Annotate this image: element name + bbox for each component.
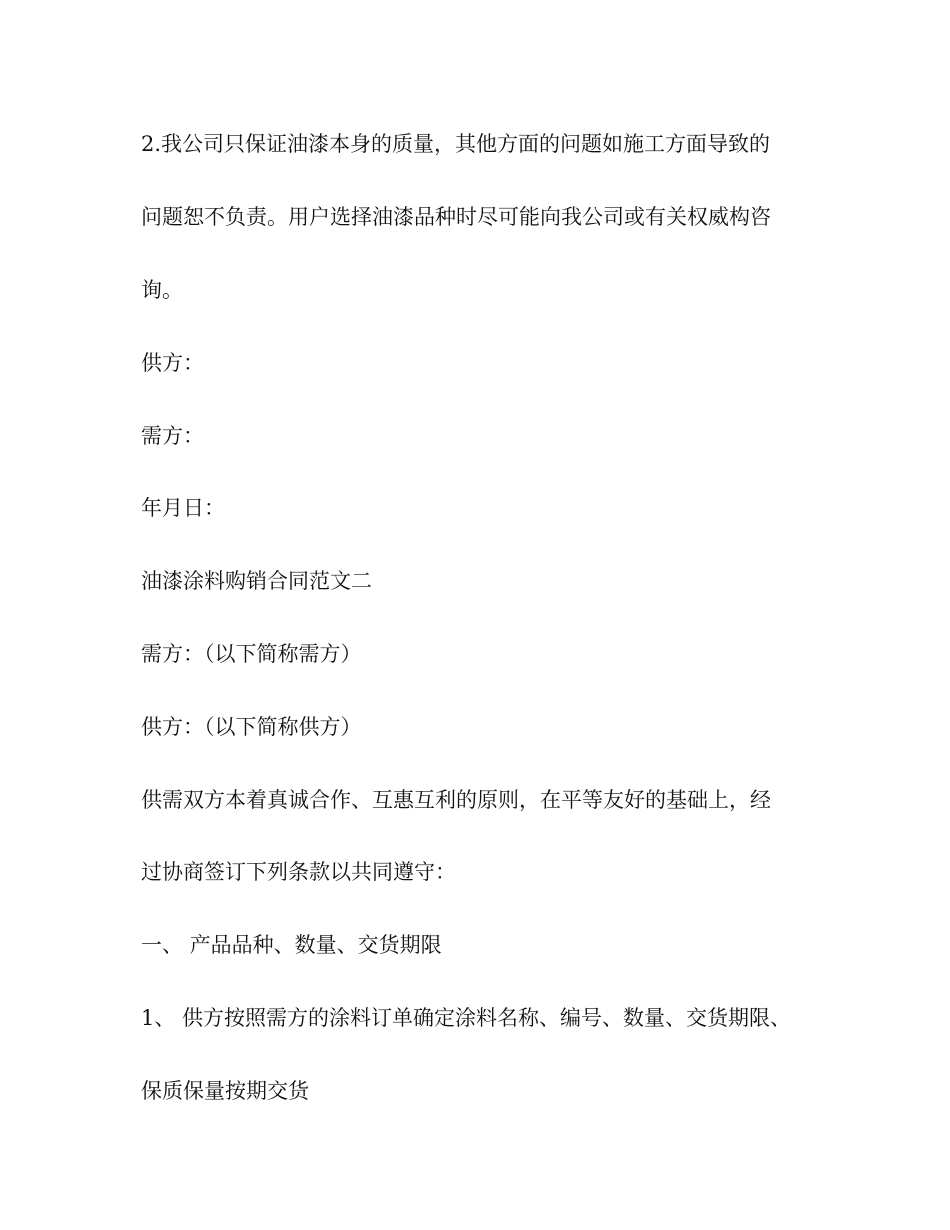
preamble-line-1: 供需双方本着真诚合作、互惠互利的原则，在平等友好的基础上，经 (141, 788, 771, 812)
paragraph-quality-clause-line-1: 2.我公司只保证油漆本身的质量，其他方面的问题如施工方面导致的 (141, 132, 771, 156)
date-label: 年月日： (141, 496, 225, 520)
supplier-party-line: 供方：（以下简称供方） (141, 715, 362, 739)
paragraph-quality-clause-line-2: 问题恕不负责。用户选择油漆品种时尽可能向我公司或有关权威构咨 (141, 205, 771, 229)
buyer-party-line: 需方：（以下简称需方） (141, 642, 362, 666)
buyer-signature-label: 需方： (141, 424, 204, 448)
paragraph-quality-clause-line-3: 询。 (141, 278, 183, 302)
clause-heading: 一、 产品品种、数量、交货期限 (141, 933, 442, 957)
section-title: 油漆涂料购销合同范文二 (141, 569, 372, 593)
clause-item-line-2: 保质保量按期交货 (141, 1079, 309, 1103)
clause-item-line-1: 1、 供方按照需方的涂料订单确定涂料名称、编号、数量、交货期限、 (141, 1006, 792, 1030)
supplier-signature-label: 供方： (141, 351, 204, 375)
preamble-line-2: 过协商签订下列条款以共同遵守： (141, 860, 456, 884)
